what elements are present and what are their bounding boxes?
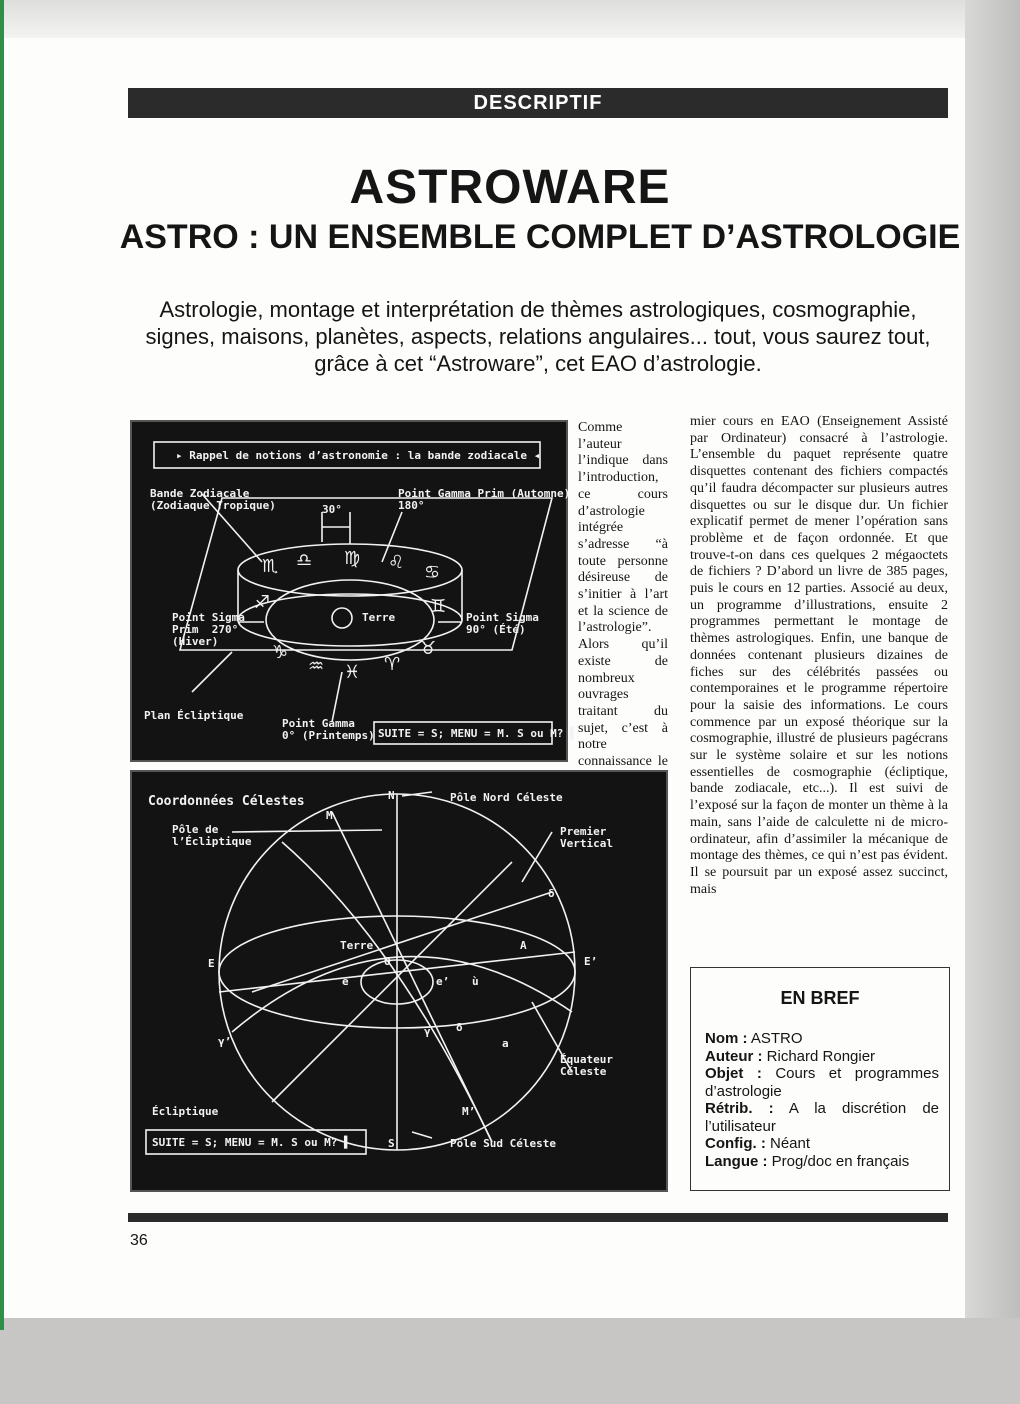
label-terre: Terre xyxy=(362,611,396,624)
footer-bar xyxy=(128,1213,948,1222)
label-e-small-prime: e’ xyxy=(436,975,450,988)
langue-key: Langue : xyxy=(705,1152,768,1170)
langue-value: Prog/doc en français xyxy=(771,1152,910,1170)
label-delta-2: δ xyxy=(456,1021,463,1034)
svg-text:♍: ♍ xyxy=(344,548,361,569)
label-gamma-small: γ xyxy=(424,1025,431,1038)
nom-key: Nom : xyxy=(705,1030,748,1047)
label-sigma-prim: Point Sigma Prim 270° (Hiver) xyxy=(172,611,245,648)
label-premier-vertical: Premier Vertical xyxy=(560,825,613,850)
svg-text:♐: ♐ xyxy=(254,592,271,613)
article-title: ASTROWARE xyxy=(349,161,671,214)
scan-top-edge xyxy=(0,0,1020,38)
article-column-2: mier cours en EAO (Enseignement Assisté par Ordinateur) consacré à l’astrologie. L’ensemble du paquet représente quatre disquettes contenant des fichiers compactés qu’il faudra décompacter sur plusieurs autres disquettes ou sur le disque dur. Un fichier explicatif permet de mener l’opération sans problème et de façon ordonnée. Et que trouve-t-on dans ces quelques 2 mégaoctets de fichiers ? D’abord un livre de 385 pages, puis le cours en 12 parties. Associé au deux, un programme d’illustrations, ensuite 2 programmes permettant le montage de thèmes astrologiques. Enfin, une banque de données contenant plusieurs dizaines de fiches sur des célébrités passées ou contemporaines et le programme répertoire pour la saisie des informations. Le cours commence par un exposé théorique sur la cosmographie, illustré de plusieurs pagécrans sur le système solaire et sur les notions essentielles de cosmographie (écliptique, bande zodiacale, etc...). Il est suivi de l’exposé sur la façon de monter un thème à la main, sans l’aide de calculette ni de micro-ordinateur, afin d’assimiler la mécanique de montage des thèmes, ce qui n’est pas évident. Il se poursuit par un exposé assez succinct, mais xyxy=(690,414,948,897)
label-bande-zodiacale: Bande Zodiacale (Zodiaque Tropique) xyxy=(150,487,276,512)
en-bref-title: EN BREF xyxy=(780,988,860,1008)
section-banner: DESCRIPTIF xyxy=(128,88,948,118)
svg-text:♑: ♑ xyxy=(272,642,289,663)
svg-text:♊: ♊ xyxy=(430,596,447,617)
zodiac-screenshot xyxy=(130,420,577,762)
label-n: N xyxy=(388,789,395,802)
zodiac-prompt: SUITE = S; MENU = M. S ou M? ▌ xyxy=(378,727,577,740)
article-subtitle: ASTRO : UN ENSEMBLE COMPLET D’ASTROLOGIE xyxy=(119,218,961,256)
zodiac-header: ▸ Rappel de notions d’astronomie : la bande zodiacale ◂ xyxy=(176,449,541,462)
label-o: O xyxy=(384,955,391,968)
label-pole-ecliptique: Pôle de l’Écliptique xyxy=(172,823,252,848)
nom-value: ASTRO xyxy=(750,1030,803,1047)
auteur-value: Richard Rongier xyxy=(766,1047,876,1065)
retrib-key: Rétrib. : xyxy=(705,1100,774,1117)
svg-text:♉: ♉ xyxy=(420,638,437,659)
page-number: 36 xyxy=(130,1232,148,1249)
label-pole-sud: Pôle Sud Céleste xyxy=(450,1137,556,1150)
article-lede: Astrologie, montage et interprétation de thèmes astrologiques, cosmographie, signes, maisons, planètes, aspects, relations angulaires... tout, vous saurez tout, grâce à cet “Astroware”, cet EAO d’astrologie. xyxy=(145,297,931,376)
label-gamma-prim: Point Gamma Prim (Automne) 180° xyxy=(398,487,571,512)
label-e-prime: E’ xyxy=(584,955,598,968)
config-value: Néant xyxy=(770,1135,811,1152)
objet-value: Cours et programmes d’astrologie xyxy=(705,1065,939,1100)
svg-text:♌: ♌ xyxy=(388,552,405,573)
label-a-small: a xyxy=(502,1037,509,1050)
label-m: M xyxy=(326,809,333,822)
label-s: S xyxy=(388,1137,395,1150)
label-e-left: E xyxy=(208,957,215,970)
retrib-value: A la discrétion de l’utilisateur xyxy=(705,1100,939,1135)
label-angle: 30° xyxy=(322,503,342,516)
label-sigma: Point Sigma 90° (Été) xyxy=(466,611,539,636)
label-ecliptique: Écliptique xyxy=(152,1105,219,1118)
label-point-gamma: Point Gamma 0° (Printemps) xyxy=(282,717,375,742)
svg-text:♏: ♏ xyxy=(262,556,279,577)
label-equateur: Équateur Céleste xyxy=(560,1053,613,1078)
label-plan-ecliptique: Plan Écliptique xyxy=(144,709,244,722)
en-bref-box xyxy=(690,967,950,1191)
label-gamma-prime: γ’ xyxy=(218,1035,232,1048)
svg-text:♈: ♈ xyxy=(384,654,401,675)
label-m-prime: M’ xyxy=(462,1105,476,1118)
label-u: ù xyxy=(472,975,479,988)
label-pole-nord: Pôle Nord Céleste xyxy=(450,791,563,804)
article-column-1: Comme l’auteur l’indique dans l’introduction, ce cours d’astrologie intégrée s’adresse “à toute personne désireuse de s’initier à l’art et la science de l’astrologie”. Alors qu’il existe de nombreux ouvrages traitant du sujet, c’est à notre connaissance le pre- xyxy=(578,420,668,786)
svg-text:♋: ♋ xyxy=(424,562,441,583)
label-e-small: e xyxy=(342,975,349,988)
celestial-screenshot xyxy=(130,770,668,1192)
svg-text:♎: ♎ xyxy=(296,550,313,571)
svg-text:♒: ♒ xyxy=(308,656,325,677)
config-key: Config. : xyxy=(705,1135,766,1152)
objet-key: Objet : xyxy=(705,1065,762,1082)
label-terre-2: Terre xyxy=(340,939,374,952)
celestial-title: Coordonnées Célestes xyxy=(148,794,305,809)
celestial-prompt: SUITE = S; MENU = M. S ou M? ▌ xyxy=(152,1136,351,1149)
scan-bottom-edge xyxy=(0,1318,1020,1404)
label-a-cap: A xyxy=(520,939,527,952)
auteur-key: Auteur : xyxy=(705,1047,763,1065)
label-delta: δ xyxy=(548,887,555,900)
svg-text:♓: ♓ xyxy=(344,662,361,683)
